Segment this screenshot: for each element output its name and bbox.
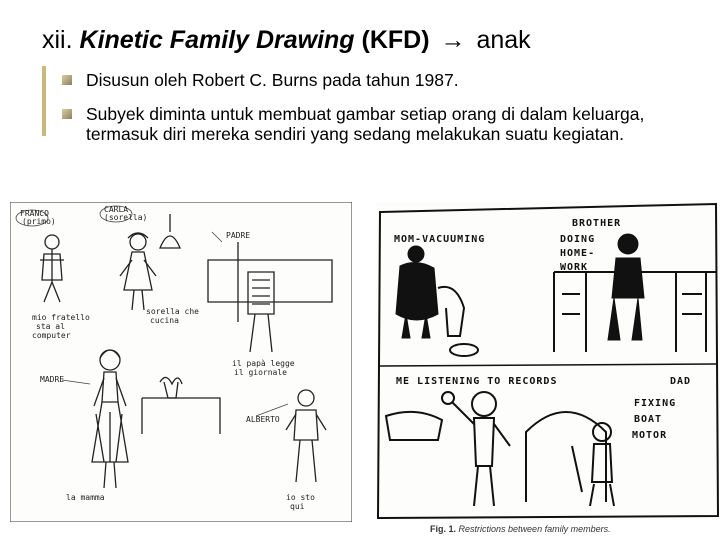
note-text: io sto xyxy=(286,493,315,502)
caption-text: Restrictions between family members. xyxy=(458,524,611,534)
note-text: computer xyxy=(32,331,71,340)
bullet-item xyxy=(62,104,702,144)
label-brother: BROTHER xyxy=(572,218,622,229)
label-motor: MOTOR xyxy=(632,430,668,441)
family-drawing-left xyxy=(10,202,352,522)
note-text: il papà legge xyxy=(232,359,295,368)
title-italic: Kinetic Family Drawing xyxy=(79,26,355,54)
note-text: sta al xyxy=(36,322,65,331)
note-text: qui xyxy=(290,502,305,511)
family-drawing-left-svg xyxy=(10,202,352,522)
family-drawing-right-svg xyxy=(376,202,720,520)
note-text: il giornale xyxy=(234,368,287,377)
note-text: sorella che xyxy=(146,307,199,316)
note-text: cucina xyxy=(150,316,179,325)
label-franco-sub: (primo) xyxy=(22,217,56,226)
bullet-text: Subyek diminta untuk membuat gambar setiap orang di dalam keluarga, termasuk diri mereka sendiri yang sedang melakukan suatu kegiatan. xyxy=(86,104,645,144)
arrow-right-icon: → xyxy=(440,26,466,54)
title-prefix: xii. xyxy=(42,26,73,54)
label-home: HOME- xyxy=(560,248,596,259)
label-fixing: FIXING xyxy=(634,398,677,409)
label-doing: DOING xyxy=(560,234,596,245)
label-madre: MADRE xyxy=(40,375,65,384)
label-boat: BOAT xyxy=(634,414,663,425)
bullet-list xyxy=(62,70,702,158)
family-drawing-right xyxy=(376,202,720,520)
bullet-text: Disusun oleh Robert C. Burns pada tahun 1987. xyxy=(86,70,459,90)
label-work: WORK xyxy=(560,262,589,273)
label-dad: DAD xyxy=(670,376,692,387)
bullet-square-icon xyxy=(62,109,72,119)
bullet-item xyxy=(62,70,702,90)
note-text: mio fratello xyxy=(32,313,90,322)
label-franco: FRANCO xyxy=(20,209,49,218)
slide-title xyxy=(42,26,531,55)
accent-bar xyxy=(42,66,46,136)
label-me: ME LISTENING TO RECORDS xyxy=(396,376,558,387)
label-carla-sub: (sorella) xyxy=(104,213,148,222)
label-padre: PADRE xyxy=(226,231,251,240)
figure-caption xyxy=(430,524,611,534)
label-carla: CARLA xyxy=(104,205,129,214)
title-abbr: (KFD) xyxy=(361,26,430,54)
note-text: la mamma xyxy=(66,493,105,502)
label-alberto: ALBERTO xyxy=(246,415,280,424)
caption-fig: Fig. 1. xyxy=(430,524,457,534)
bullet-square-icon xyxy=(62,75,72,85)
label-mom: MOM-VACUUMING xyxy=(394,234,486,245)
title-suffix: anak xyxy=(476,26,531,54)
